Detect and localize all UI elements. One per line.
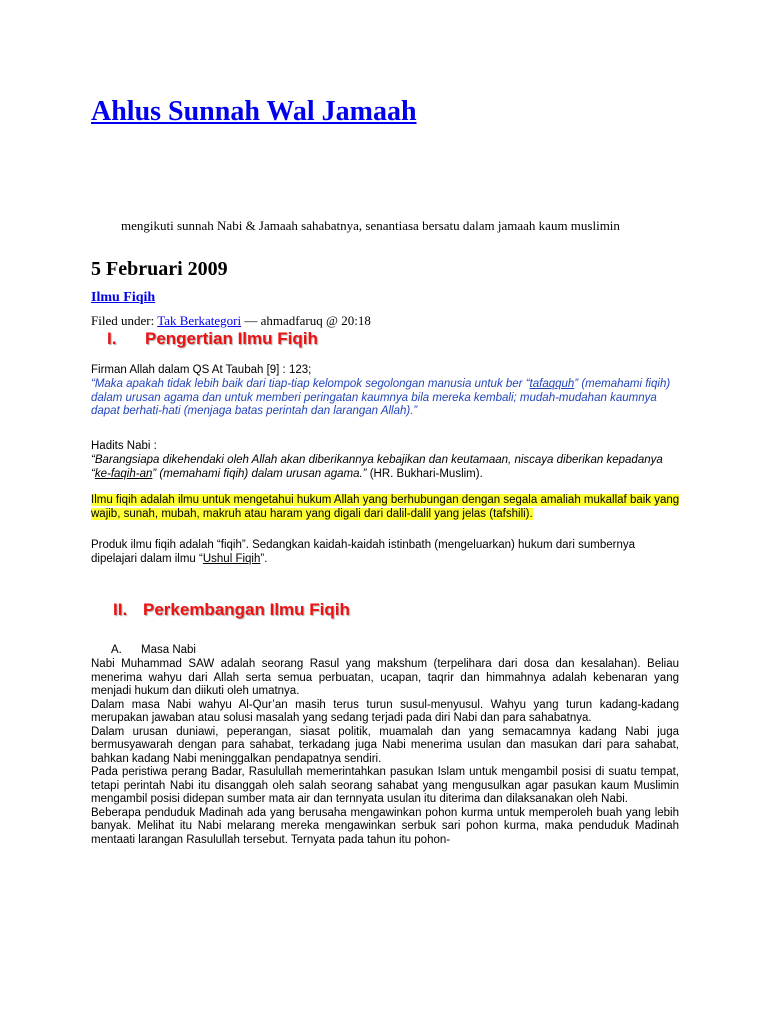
term-tafaqquh: tafaqquh xyxy=(529,378,575,390)
post-time: 20:18 xyxy=(341,313,371,328)
masa-nabi-body xyxy=(91,658,679,847)
definition-paragraph xyxy=(91,494,681,521)
body-paragraph: Dalam masa Nabi wahyu Al-Qur’an masih terus turun susul-menyusul. Wahyu yang turun kadang-kadang merupakan jawaban atau solusi masalah yang sedang terjadi pada diri Nabi dan para sahabatnya. xyxy=(91,698,679,724)
definition-highlight: Ilmu fiqih adalah ilmu untuk mengetahui hukum Allah yang berhubungan dengan segala amaliah mukallaf baik yang wajib, sunah, mubah, makruh atau haram yang digali dari dalil-dalil yang jelas (tafshili). xyxy=(91,494,680,520)
category-link[interactable]: Tak Berkategori xyxy=(157,313,242,328)
body-paragraph: Pada peristiwa perang Badar, Rasulullah memerintahkan pasukan Islam untuk mengambil posisi di suatu tempat, tetapi perintah Nabi itu disanggah oleh salah seorang sahabat yang mengusulkan agar pasukan kaum Muslimin mengambil posisi didepan sumber mata air dan ternnyata usulan itu diterima dan dilaksanakan oleh Nabi. xyxy=(91,766,679,805)
site-title xyxy=(91,96,417,128)
produk-part1: Produk ilmu fiqih adalah “fiqih”. Sedangkan kaidah-kaidah istinbath (mengeluarkan) hukum dari sumbernya dipelajari dalam ilmu “ xyxy=(91,539,635,565)
section-number: I. xyxy=(107,329,117,348)
subsection-heading-masa-nabi xyxy=(111,644,196,656)
site-title-link[interactable]: Ahlus Sunnah Wal Jamaah xyxy=(91,96,417,127)
firman-quote xyxy=(91,378,681,419)
site-tagline: mengikuti sunnah Nabi & Jamaah sahabatnya, senantiasa bersatu dalam jamaah kaum muslimin xyxy=(121,218,620,233)
post-date: 5 Februari 2009 xyxy=(91,258,228,280)
meta-separator: — xyxy=(241,313,261,328)
subsection-title: Masa Nabi xyxy=(141,644,196,656)
hadits-source: (HR. Bukhari-Muslim). xyxy=(366,467,483,480)
firman-quote-part2: ” (memahami fiqih) dalam urusan agama dan untuk memberi peringatan kaumnya bila mereka kembali; mudah-mudahan kaumnya dapat berhati-hati (menjaga batas perintah dan larangan Allah).” xyxy=(91,378,671,417)
produk-paragraph xyxy=(91,539,681,566)
post-title xyxy=(91,290,155,306)
body-paragraph: Dalam urusan duniawi, peperangan, siasat politik, muamalah dan yang semacamnya kadang Nabi juga bermusyawarah dengan para sahabat, terkadang juga Nabi menerima usulan dan masukan dari para sahabat, bahkan kadang Nabi meninggalkan pendapatnya sendiri. xyxy=(91,725,679,765)
subsection-number: A. xyxy=(111,644,122,656)
section-title: Pengertian Ilmu Fiqih xyxy=(145,329,318,348)
firman-quote-part1: “Maka apakah tidak lebih baik dari tiap-tiap kelompok segolongan manusia untuk ber “ xyxy=(91,378,530,390)
post-title-link[interactable]: Ilmu Fiqih xyxy=(91,290,156,305)
term-ushul-fiqih: Ushul Fiqih xyxy=(202,552,261,565)
term-ke-faqih-an: ke-faqih-an xyxy=(94,467,153,480)
hadits-quote-part2: ” (memahami fiqih) dalam urusan agama.” xyxy=(152,467,367,480)
firman-intro: Firman Allah dalam QS At Taubah [9] : 123; xyxy=(91,364,312,376)
section-heading-pengertian xyxy=(107,329,318,349)
meta-at: @ xyxy=(322,313,342,328)
post-author: ahmadfaruq xyxy=(260,313,323,328)
produk-part2: ”. xyxy=(260,552,268,565)
hadits-quote-part1: “Barangsiapa dikehendaki oleh Allah akan diberikannya kebajikan dan keutamaan, niscaya diberikan kepadanya “ xyxy=(91,454,663,480)
post-meta xyxy=(91,313,371,329)
section-heading-perkembangan xyxy=(113,600,350,620)
hadits-quote xyxy=(91,454,681,481)
hadits-intro: Hadits Nabi : xyxy=(91,440,157,452)
body-paragraph: Nabi Muhammad SAW adalah seorang Rasul yang makshum (terpelihara dari dosa dan kesalahan). Beliau menerima wahyu dari Allah serta semua perbuatan, ucapan, taqrir dan himmahnya adalah kebenaran yang menjadi hukum dan diikuti oleh umatnya. xyxy=(91,658,679,697)
section-number: II. xyxy=(113,600,128,619)
filed-under-label: Filed under: xyxy=(91,313,158,328)
body-paragraph: Beberapa penduduk Madinah ada yang berusaha mengawinkan pohon kurma untuk memperoleh buah yang lebih banyak. Melihat itu Nabi melarang mereka mengawinkan serbuk sari pohon kurma, maka penduduk Madinah mentaati larangan Rasulullah tersebut. Ternyata pada tahun itu pohon- xyxy=(91,806,679,846)
section-title: Perkembangan Ilmu Fiqih xyxy=(143,600,350,619)
